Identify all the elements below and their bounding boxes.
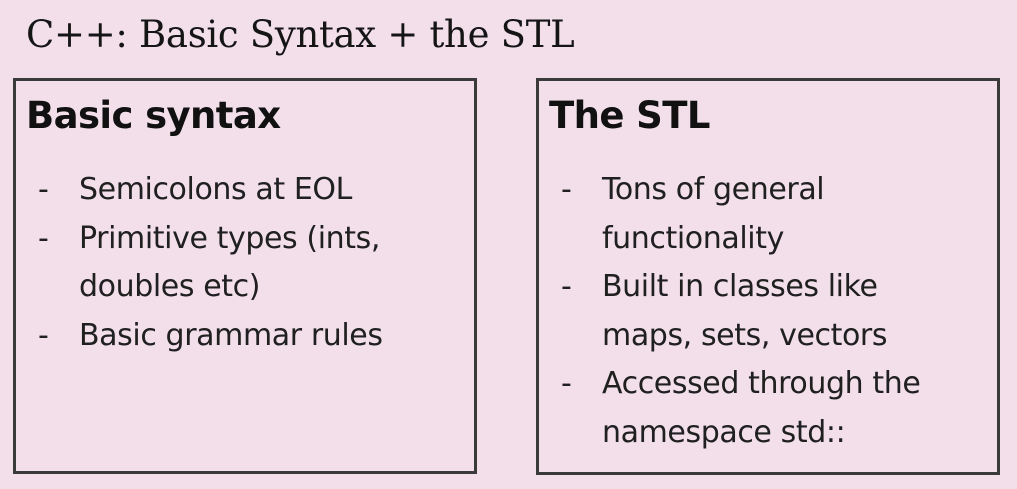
slide-title: C++: Basic Syntax + the STL bbox=[26, 13, 575, 56]
basic-syntax-panel bbox=[13, 78, 477, 474]
stl-heading: The STL bbox=[549, 94, 710, 137]
list-item-text-continued: doubles etc) bbox=[79, 269, 261, 304]
bullet-dash: - bbox=[561, 269, 572, 304]
bullet-dash: - bbox=[38, 317, 49, 353]
bullet-dash: - bbox=[38, 172, 49, 207]
bullet-dash: - bbox=[38, 220, 49, 256]
list-item-text-continued: maps, sets, vectors bbox=[602, 317, 888, 353]
list-item bbox=[16, 312, 383, 361]
basic-syntax-heading: Basic syntax bbox=[26, 94, 281, 137]
list-item-text: Semicolons at EOL bbox=[79, 172, 352, 207]
list-item-text-continued: functionality bbox=[602, 220, 784, 256]
list-item-text-continued: namespace std:: bbox=[602, 414, 846, 450]
list-item bbox=[539, 360, 920, 457]
bullet-dash: - bbox=[561, 366, 572, 401]
stl-list bbox=[539, 166, 920, 457]
list-item bbox=[539, 166, 920, 263]
list-item bbox=[16, 166, 383, 215]
bullet-dash: - bbox=[561, 172, 572, 207]
list-item-text: Primitive types (ints, bbox=[79, 220, 380, 256]
list-item-text: Basic grammar rules bbox=[79, 317, 383, 353]
list-item-text: Tons of general bbox=[602, 172, 825, 207]
list-item bbox=[539, 263, 920, 360]
stl-panel bbox=[536, 78, 1000, 475]
basic-syntax-list bbox=[16, 166, 383, 360]
list-item bbox=[16, 215, 383, 312]
list-item-text: Accessed through the bbox=[602, 366, 921, 401]
list-item-text: Built in classes like bbox=[602, 269, 878, 304]
